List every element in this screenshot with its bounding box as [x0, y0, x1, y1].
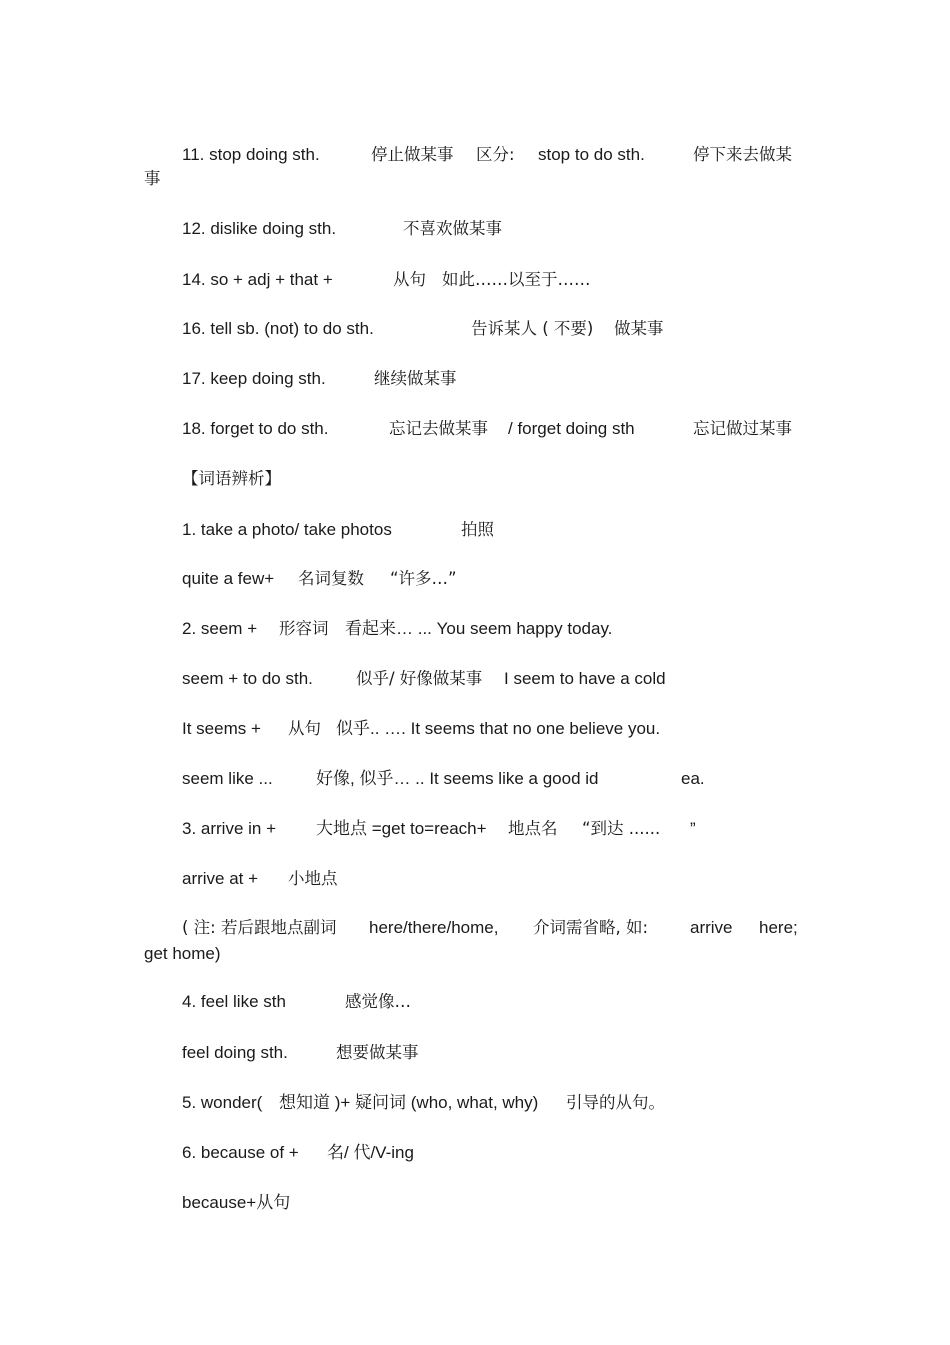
text-run: 好像, 似乎… .. It seems like a good id: [316, 769, 599, 788]
text-run: 看起来… ... You seem happy today.: [345, 619, 613, 638]
text-run: 不喜欢做某事: [403, 219, 502, 238]
text-line: [0, 989, 950, 1015]
text-run: 18. forget to do sth.: [182, 419, 329, 438]
text-line: [0, 941, 950, 967]
text-run: 想知道 )+ 疑问词 (who, what, why): [279, 1093, 539, 1112]
text-run: 17. keep doing sth.: [182, 369, 326, 388]
text-line: [0, 416, 950, 442]
text-run: 1. take a photo/ take photos: [182, 520, 392, 539]
text-run: / forget doing sth: [508, 419, 635, 438]
text-run: 继续做某事: [374, 369, 457, 388]
text-run: 3. arrive in +: [182, 819, 277, 838]
text-run: feel doing sth.: [182, 1043, 288, 1062]
text-run: ”: [690, 819, 696, 838]
text-run: 6. because of +: [182, 1143, 299, 1162]
section-heading: [0, 466, 950, 492]
text-run: “许多…”: [390, 569, 457, 588]
text-run: It seems +: [182, 719, 261, 738]
text-run: 名词复数: [298, 569, 364, 588]
text-run: 地点名: [508, 819, 558, 838]
text-run: 引导的从句。: [566, 1093, 665, 1112]
text-run: 停止做某事: [371, 145, 454, 164]
text-run: 形容词: [279, 619, 329, 638]
text-line: [0, 1090, 950, 1116]
text-line: [0, 366, 950, 392]
text-run: 告诉某人 ( 不要): [471, 319, 594, 338]
text-line: [0, 616, 950, 642]
text-line: [0, 866, 950, 892]
text-run: 12. dislike doing sth.: [182, 219, 337, 238]
text-run: 11. stop doing sth.: [182, 145, 320, 164]
text-run: 介词需省略, 如:: [533, 918, 649, 937]
text-run: seem like ...: [182, 769, 273, 788]
text-run: 名/ 代/V-ing: [327, 1143, 414, 1162]
text-run: 感觉像…: [345, 992, 411, 1011]
text-run: 停下来去做某: [693, 145, 792, 164]
text-run: 似乎/ 好像做某事: [356, 669, 483, 688]
text-run: 4. feel like sth: [182, 992, 286, 1011]
text-run: 从句: [288, 719, 321, 738]
text-run: seem + to do sth.: [182, 669, 313, 688]
text-line: [0, 267, 950, 293]
text-run: 大地点 =get to=reach+: [316, 819, 487, 838]
text-line: [0, 1190, 950, 1216]
text-line: [0, 766, 950, 792]
text-line: [0, 216, 950, 242]
text-run: I seem to have a cold: [504, 669, 666, 688]
text-line: [0, 1040, 950, 1066]
text-line: [0, 517, 950, 543]
text-run: 忘记去做某事: [389, 419, 488, 438]
text-run: 5. wonder(: [182, 1093, 263, 1112]
text-run: 区分:: [476, 145, 515, 164]
text-run: 拍照: [461, 520, 494, 539]
text-run: ea.: [681, 769, 705, 788]
text-line: [0, 566, 950, 592]
text-run: 从句: [393, 270, 426, 289]
text-line: [0, 666, 950, 692]
text-line: [0, 142, 950, 168]
text-run: 2. seem +: [182, 619, 258, 638]
text-run: arrive at +: [182, 869, 259, 888]
text-run: 做某事: [614, 319, 664, 338]
text-run: 事: [144, 169, 161, 188]
text-line: [0, 166, 950, 192]
text-line: [0, 816, 950, 842]
text-run: 如此……以至于……: [442, 270, 591, 289]
text-run: 小地点: [288, 869, 338, 888]
text-run: 【词语辨析】: [182, 469, 281, 488]
text-run: get home): [144, 944, 221, 963]
text-run: “到达 ......: [582, 819, 661, 838]
text-run: stop to do sth.: [538, 145, 645, 164]
text-run: because+从句: [182, 1193, 291, 1212]
text-line: [0, 915, 950, 941]
text-run: here;: [759, 918, 798, 937]
text-run: quite a few+: [182, 569, 275, 588]
text-run: ( 注: 若后跟地点副词: [182, 918, 337, 937]
text-line: [0, 716, 950, 742]
text-run: 想要做某事: [336, 1043, 419, 1062]
text-run: 似乎.. …. It seems that no one believe you.: [336, 719, 661, 738]
text-run: 忘记做过某事: [693, 419, 792, 438]
text-run: 14. so + adj + that +: [182, 270, 333, 289]
text-run: arrive: [690, 918, 733, 937]
text-run: here/there/home,: [369, 918, 499, 937]
text-line: [0, 1140, 950, 1166]
text-run: 16. tell sb. (not) to do sth.: [182, 319, 374, 338]
text-line: [0, 316, 950, 342]
